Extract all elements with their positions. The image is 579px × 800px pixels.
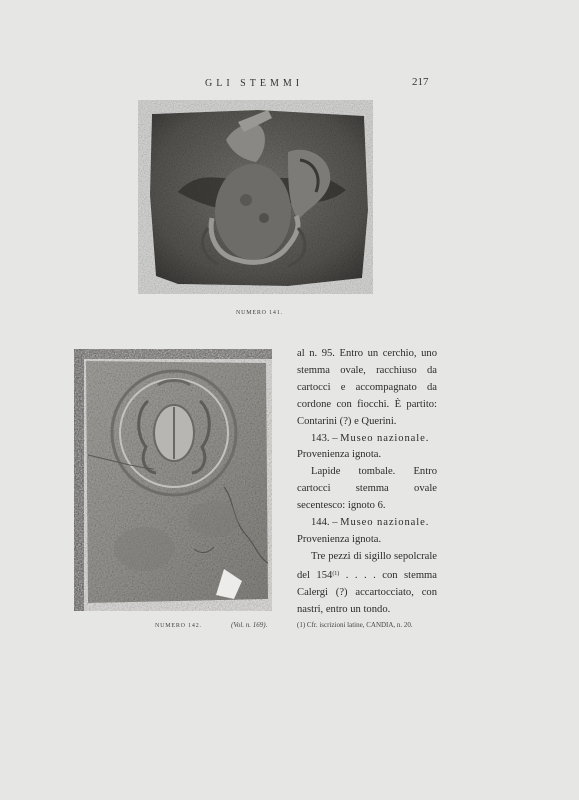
entry-143-location: Museo nazionale.: [340, 432, 430, 444]
body-text: [297, 346, 437, 619]
carved-coat-of-arms-photo: [138, 100, 373, 294]
running-title: GLI STEMMI: [205, 78, 304, 89]
paragraph-142-continued: al n. 95. Entro un cerchio, uno stemma ovale, racchiuso da cartocci e accompagnato da cordone con fiocchi. È partito: Contarini (?) e Querini.: [297, 348, 437, 427]
tombstone-photo: [74, 349, 272, 611]
entry-144-description: [297, 549, 437, 619]
entry-143-number: 143.: [311, 432, 330, 444]
photo-plate-142: [74, 349, 272, 611]
page-number: 217: [412, 76, 429, 88]
entry-144-location: Museo nazionale.: [340, 517, 430, 529]
entry-144-description-end: . . . . con stemma Calergi (?) accartocciato, con nastri, entro un tondo.: [297, 569, 437, 615]
entry-144-number: 144.: [311, 517, 330, 529]
entry-144-heading: 144. – Museo nazionale.: [311, 517, 430, 529]
footnote-text: Cfr. iscrizioni latine, CANDIA, n. 20.: [306, 621, 413, 629]
entry-144-provenance: Provenienza ignota.: [297, 533, 382, 545]
entry-143-provenance: Provenienza ignota.: [297, 449, 382, 461]
figure-volume-reference: (Vol. n. 169).: [231, 621, 268, 629]
entry-143-description: Lapide tombale. Entro cartocci stemma ovale secentesco: ignoto 6.: [297, 466, 437, 512]
entry-143-heading: 143. – Museo nazionale.: [311, 432, 430, 444]
footnote-marker: (1): [297, 621, 306, 629]
figure-caption-141: NUMERO 141.: [236, 310, 283, 316]
footnote-reference: (1): [332, 570, 340, 577]
photo-plate-141: [138, 100, 373, 294]
entry-144-description-start: Tre pezzi di sigillo sepolcrale del 154: [297, 550, 437, 581]
figure-caption-142: NUMERO 142.: [155, 623, 202, 629]
footnote: [297, 621, 413, 629]
